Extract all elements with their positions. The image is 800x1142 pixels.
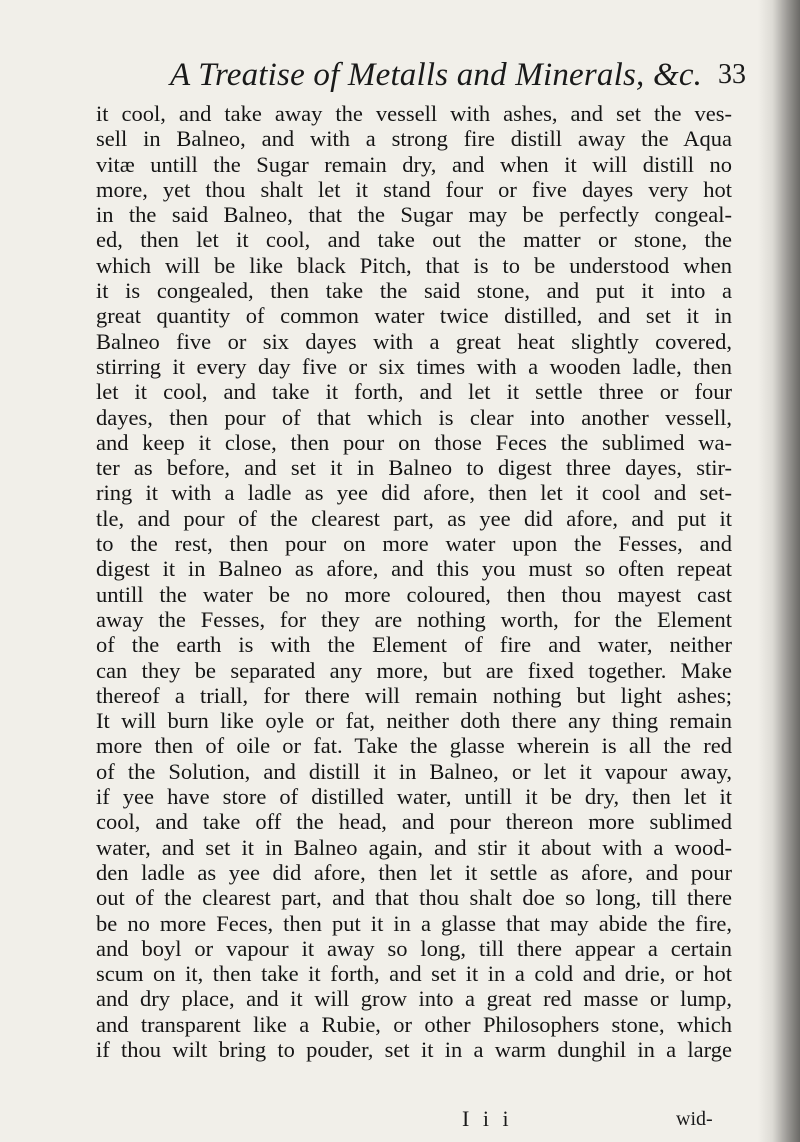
text-line: let it cool, and take it forth, and let it settle three or four [96,379,732,405]
text-line: cool, and take off the head, and pour thereon more sublimed [96,809,732,835]
text-line: vitæ untill the Sugar remain dry, and when it will distill no [96,151,732,177]
text-line: more, yet thou shalt let it stand four or five dayes very hot [96,176,732,202]
text-line: in the said Balneo, that the Sugar may be perfectly congeal- [96,202,732,228]
text-line: to the rest, then pour on more water upon the Fesses, and [96,531,732,557]
catchword: wid- [676,1108,713,1130]
text-line: and keep it close, then pour on those Feces the sublimed wa- [96,429,732,455]
text-line: ring it with a ladle as yee did afore, then let it cool and set- [96,480,732,506]
text-line: if yee have store of distilled water, untill it be dry, then let it [96,784,732,810]
text-line: away the Fesses, for they are nothing worth, for the Element [96,606,732,632]
body-text [96,101,732,1062]
text-line: den ladle as yee did afore, then let it settle as afore, and pour [96,859,732,885]
text-line: ter as before, and set it in Balneo to digest three dayes, stir- [96,455,732,481]
text-line: out of the clearest part, and that thou shalt doe so long, till there [96,885,732,911]
text-line: sell in Balneo, and with a strong fire distill away the Aqua [96,126,732,152]
page-header [0,55,800,101]
text-line: it is congealed, then take the said stone, and put it into a [96,278,732,304]
text-line: dayes, then pour of that which is clear into another vessell, [96,404,732,430]
page-footer [0,1104,800,1140]
text-line: can they be separated any more, but are fixed together. Make [96,657,732,683]
text-line: scum on it, then take it forth, and set it in a cold and drie, or hot [96,961,732,987]
text-line: and transparent like a Rubie, or other Philosophers stone, which [96,1011,732,1037]
text-line: untill the water be no more coloured, then thou mayest cast [96,581,732,607]
text-line: which will be like black Pitch, that is to be understood when [96,252,732,278]
text-line: of the earth is with the Element of fire and water, neither [96,632,732,658]
text-line: Balneo five or six dayes with a great heat slightly covered, [96,328,732,354]
text-line: digest it in Balneo as afore, and this you must so often repeat [96,556,732,582]
text-line: tle, and pour of the clearest part, as yee did afore, and put it [96,505,732,531]
text-line: and boyl or vapour it away so long, till there appear a certain [96,935,732,961]
signature-mark: I i i [462,1106,513,1131]
text-line: It will burn like oyle or fat, neither doth there any thing remain [96,708,732,734]
text-line: it cool, and take away the vessell with ashes, and set the ves- [96,101,732,126]
text-line: and dry place, and it will grow into a great red masse or lump, [96,986,732,1012]
running-title: A Treatise of Metalls and Minerals, &c. [170,57,703,93]
text-line: thereof a triall, for there will remain nothing but light ashes; [96,682,732,708]
text-line: if thou wilt bring to pouder, set it in a warm dunghil in a large [96,1036,732,1062]
text-line: water, and set it in Balneo again, and stir it about with a wood- [96,834,732,860]
page-number: 33 [718,59,746,90]
text-line: be no more Feces, then put it in a glasse that may abide the fire, [96,910,732,936]
text-line: stirring it every day five or six times with a wooden ladle, then [96,353,732,379]
text-line: of the Solution, and distill it in Balneo, or let it vapour away, [96,758,732,784]
text-line: ed, then let it cool, and take out the matter or stone, the [96,227,732,253]
text-line: great quantity of common water twice distilled, and set it in [96,303,732,329]
text-line: more then of oile or fat. Take the glasse wherein is all the red [96,733,732,759]
page-binding-shadow [758,0,800,1142]
